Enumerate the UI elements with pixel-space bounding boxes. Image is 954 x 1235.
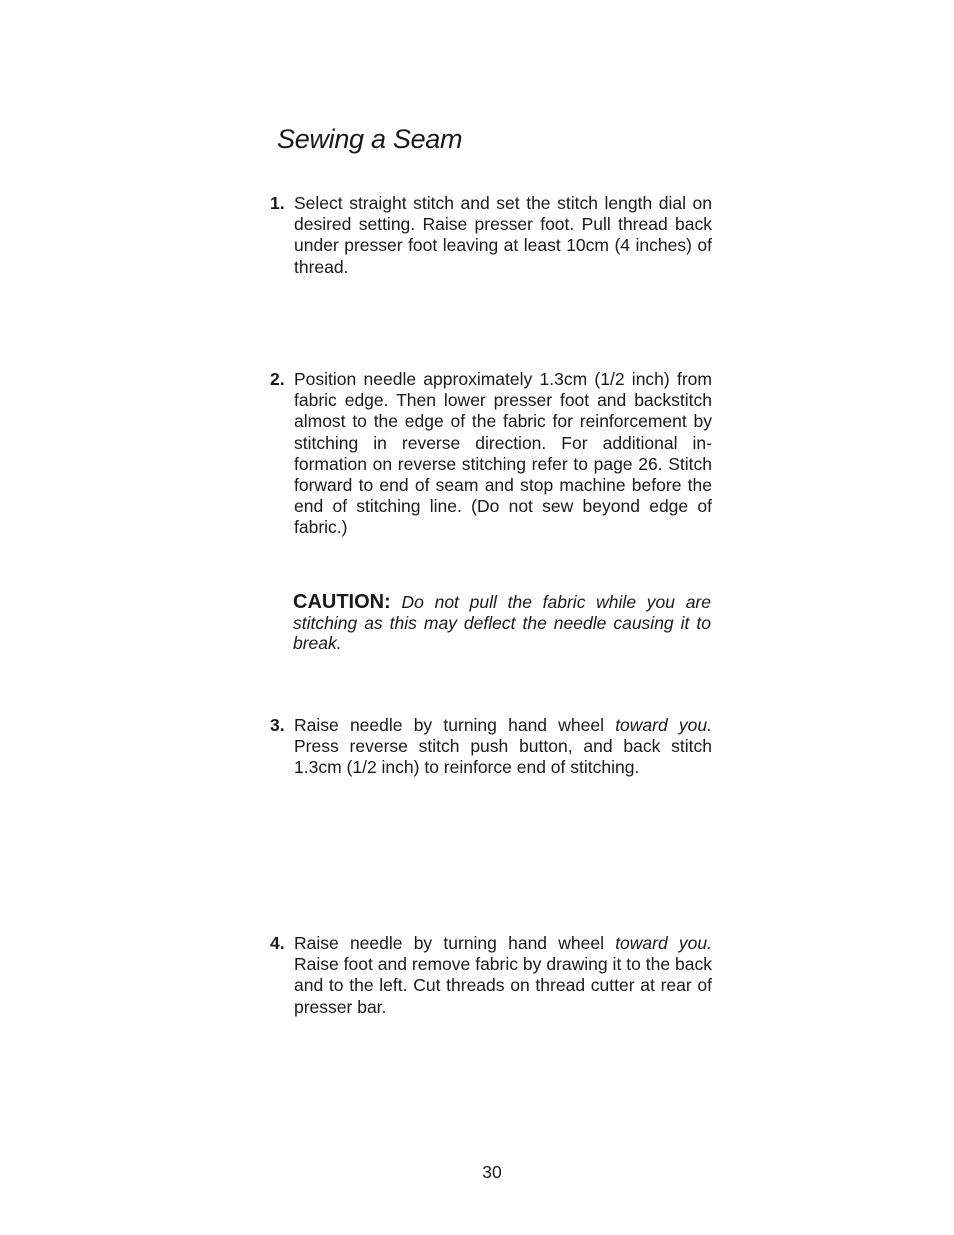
caution-label: CAUTION:: [293, 591, 391, 613]
step-number: 2.: [270, 369, 285, 389]
step-1: [270, 193, 712, 278]
page-number: 30: [482, 1162, 502, 1182]
step-text: Select straight stitch and set the stitch length dial on desired setting. Raise presser foot. Pull thread back under presser foot leaving at least 10cm (4 inches) of thread.: [294, 193, 712, 277]
step-text-end: Raise foot and remove fabric by drawing it to the back and to the left. Cut threads on thread cutter at rear of presser bar.: [294, 954, 712, 1017]
step-2: [270, 369, 712, 539]
page-title: Sewing a Seam: [277, 124, 463, 154]
step-emphasis: toward you.: [615, 715, 712, 735]
step-number: 1.: [270, 193, 285, 213]
step-4: [270, 933, 712, 1018]
step-text-start: Raise needle by turning hand wheel: [294, 933, 616, 953]
step-number: 4.: [270, 933, 285, 953]
caution-text: Do not pull the fabric while you are stitching as this may deflect the needle causing it to break.: [293, 592, 711, 653]
step-number: 3.: [270, 715, 285, 735]
caution-note: [293, 592, 711, 654]
step-text: [294, 715, 712, 779]
step-text: Position needle approximately 1.3cm (1/2 inch) from fabric edge. Then lower presser foot and backstitch almost to the edge of the fabric for reinforcement by stitching in reverse direction. For additional in-formation on reverse stitching refer to page 26. Stitch forward to end of seam and stop machine before the end of stitching line. (Do not sew beyond edge of fabric.): [294, 369, 712, 538]
step-text-start: Raise needle by turning hand wheel: [294, 715, 616, 735]
step-text-end: Press reverse stitch push button, and back stitch 1.3cm (1/2 inch) to reinforce end of stitching.: [294, 736, 712, 778]
step-text: [294, 933, 712, 1018]
step-emphasis: toward you.: [615, 933, 712, 953]
step-3: [270, 715, 712, 779]
